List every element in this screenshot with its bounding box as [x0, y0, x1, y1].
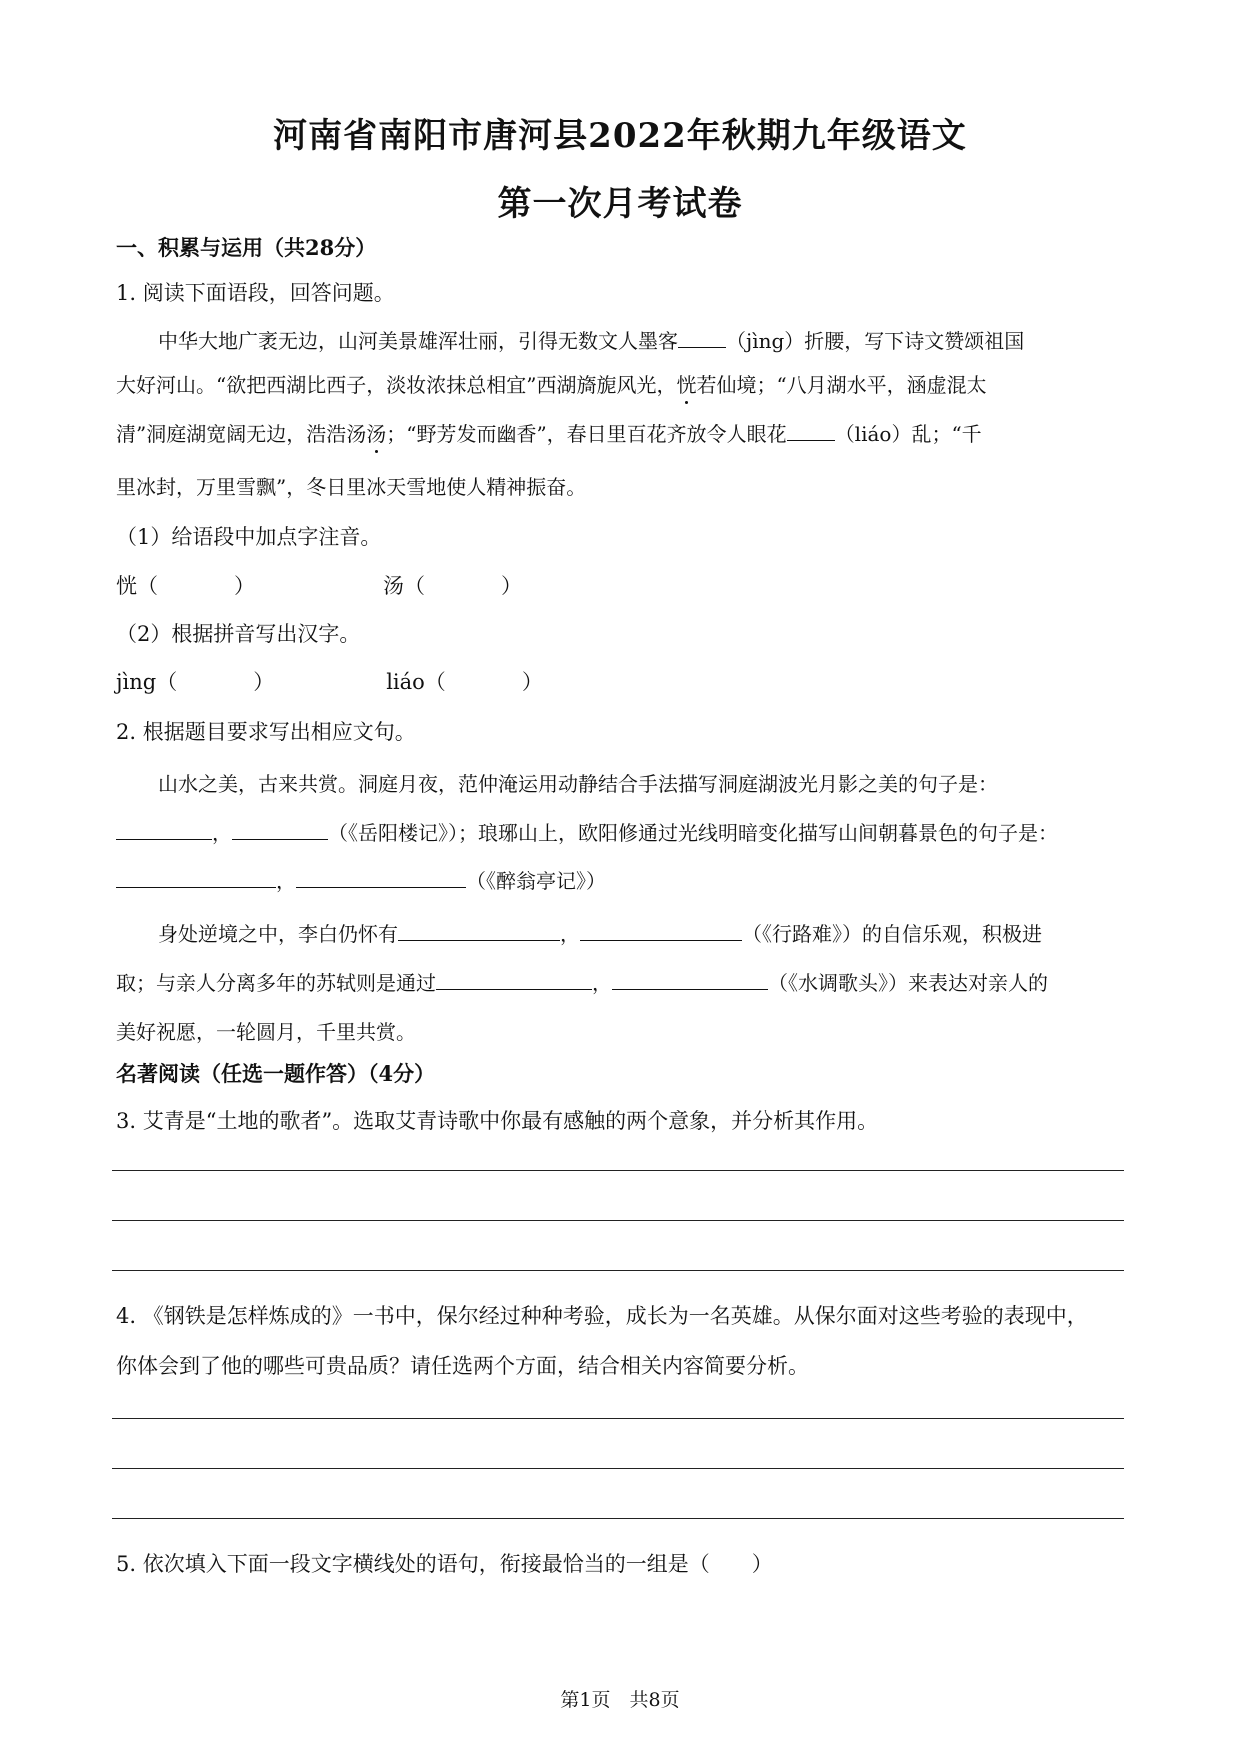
page-footer: 第1页 共8页: [560, 1689, 680, 1711]
q2-blank-2[interactable]: [232, 821, 328, 840]
q1-sub1-answers: 恍（ ） 汤（ ）: [116, 574, 522, 598]
q2-line-6: 美好祝愿，一轮圆月，千里共赏。: [116, 1020, 416, 1044]
q2-line-3: ， （《醉翁亭记》）: [116, 865, 606, 894]
q1-passage-line-2: 大好河山。“欲把西湖比西子，淡妆浓抹总相宜”西湖旖旎风光，恍若仙境；“八月湖水平，涵虚混太: [116, 373, 987, 397]
q3-answer-line-3[interactable]: [112, 1270, 1124, 1271]
q3-answer-line-2[interactable]: [112, 1220, 1124, 1221]
q2-blank-4[interactable]: [296, 869, 466, 888]
q1-passage-line-3: 清”洞庭湖宽阔无边，浩浩汤汤；“野芳发而幽香”，春日里百花齐放令人眼花 （liáo）乱；“千: [116, 422, 982, 446]
section-heading-1: 一、积累与运用（共28分）: [116, 235, 377, 260]
q2-blank-1[interactable]: [116, 821, 212, 840]
q1-passage-line-1: 中华大地广袤无边，山河美景雄浑壮丽，引得无数文人墨客 （jìng）折腰，写下诗文赞颂祖国: [158, 329, 1025, 353]
q1-sub2: （2）根据拼音写出汉字。: [116, 622, 361, 646]
q5-stem: 5. 依次填入下面一段文字横线处的语句，衔接最恰当的一组是（ ）: [116, 1552, 773, 1576]
q1-sub2-answers: jìng（ ） liáo（ ）: [116, 670, 543, 694]
q2-blank-3[interactable]: [116, 869, 276, 888]
q2-blank-7[interactable]: [436, 971, 592, 990]
q4-stem-line-2: 你体会到了他的哪些可贵品质？请任选两个方面，结合相关内容简要分析。: [116, 1354, 809, 1378]
title-line-2: 第一次月考试卷: [497, 184, 743, 224]
q3-answer-line-1[interactable]: [112, 1170, 1124, 1171]
q3-stem: 3. 艾青是“土地的歌者”。选取艾青诗歌中你最有感触的两个意象，并分析其作用。: [116, 1109, 879, 1133]
dotted-char-huang: 恍: [676, 373, 697, 397]
q2-blank-5[interactable]: [398, 922, 560, 941]
liao-blank[interactable]: [787, 422, 835, 441]
q2-line-5: 取；与亲人分离多年的苏轼则是通过 ， （《水调歌头》）来表达对亲人的: [116, 971, 1048, 995]
q2-blank-6[interactable]: [580, 922, 742, 941]
jing-blank[interactable]: [678, 329, 726, 348]
q2-line-1: 山水之美，古来共赏。洞庭月夜，范仲淹运用动静结合手法描写洞庭湖波光月影之美的句子是：: [158, 772, 998, 796]
q1-stem: 1. 阅读下面语段，回答问题。: [116, 281, 395, 305]
q2-blank-8[interactable]: [612, 971, 768, 990]
q1-passage-line-4: 里冰封，万里雪飘”，冬日里冰天雪地使人精神振奋。: [116, 475, 587, 499]
title-line-1: 河南省南阳市唐河县2022年秋期九年级语文: [273, 116, 967, 156]
q4-answer-line-1[interactable]: [112, 1418, 1124, 1419]
q2-stem: 2. 根据题目要求写出相应文句。: [116, 720, 416, 744]
q2-line-4: 身处逆境之中，李白仍怀有 ， （《行路难》）的自信乐观，积极进: [158, 922, 1042, 946]
q1-sub1: （1）给语段中加点字注音。: [116, 525, 382, 549]
q4-answer-line-3[interactable]: [112, 1518, 1124, 1519]
dotted-char-shang: 汤: [366, 422, 387, 446]
q4-stem-line-1: 4. 《钢铁是怎样炼成的》一书中，保尔经过种种考验，成长为一名英雄。从保尔面对这些考验的表现中，: [116, 1304, 1088, 1328]
q4-answer-line-2[interactable]: [112, 1468, 1124, 1469]
section-heading-2: 名著阅读（任选一题作答）（4分）: [116, 1061, 436, 1086]
q2-line-2: ， （《岳阳楼记》）；琅琊山上，欧阳修通过光线明暗变化描写山间朝暮景色的句子是：: [116, 817, 1058, 846]
